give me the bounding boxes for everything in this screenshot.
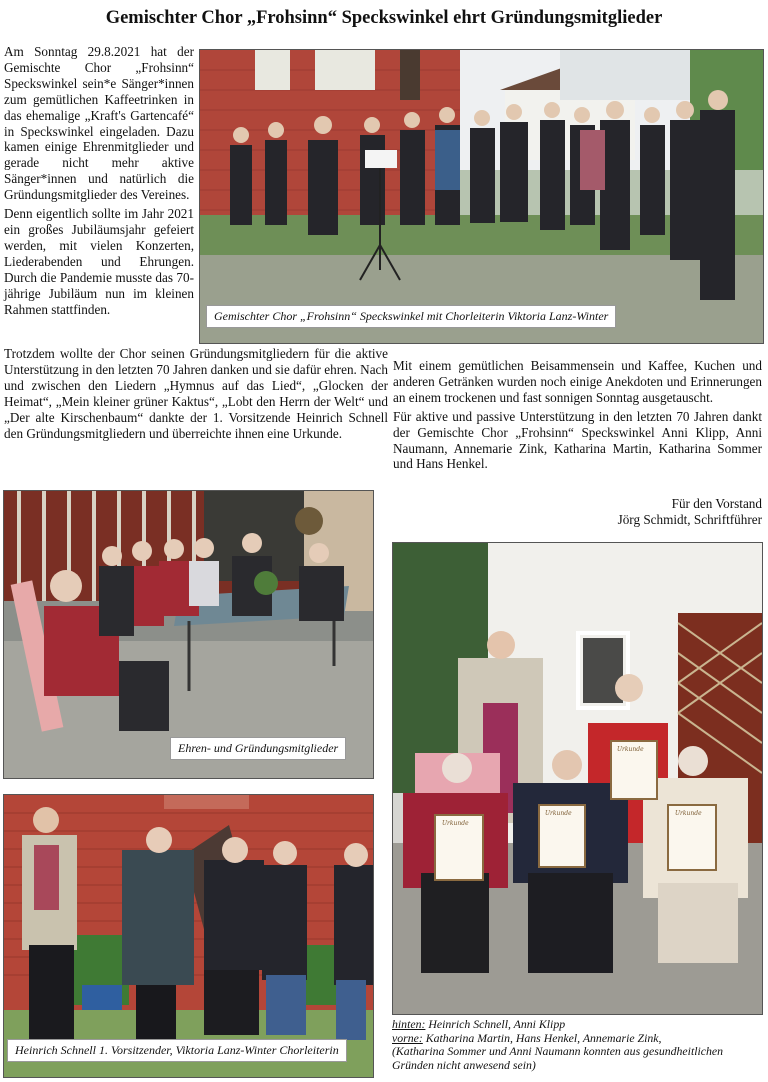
certificate-heading-2: Urkunde — [545, 810, 572, 817]
closing-paragraph-2: Für aktive und passive Unterstützung in den letzten 70 Jahren dankt der Gemischte Chor „Frohsinn“ Speckswinkel Anni Klipp, Anni Naumann, Annemarie Zink, Katharina Martin, Katharina Sommer und Hans Henkel. — [393, 408, 762, 472]
headline: Gemischter Chor „Frohsinn“ Speckswinkel ehrt Gründungsmitglieder — [105, 8, 663, 28]
signature-line-1: Für den Vorstand — [671, 496, 762, 511]
caption-back-label: hinten: — [392, 1017, 426, 1031]
honor-paragraph: Trotzdem wollte der Chor seinen Gründungsmitgliedern für die aktive Unterstützung in den letzten 70 Jahren danken und sie dafür ehren. Nach und zwischen den Liedern „Hymnus auf das Lied“, „Glocken der Heimat“, „Mein kleiner grüner Kaktus“, „Lobt den Herrn der Welt“ und „Der alte Kirschenbaum“ dankte der 1. Vorsitzende Heinrich Schnell den Gründungsmitgliedern und überreichte ihnen eine Urkunde. — [4, 346, 388, 441]
caption-front-names: Katharina Martin, Hans Henkel, Annemarie Zink, — [422, 1030, 662, 1045]
signature — [500, 496, 762, 528]
certificate-heading-3: Urkunde — [675, 810, 702, 817]
choir-photo-image — [200, 50, 763, 343]
certificate-heading-1: Urkunde — [442, 820, 469, 827]
caption-note: (Katharina Sommer und Anni Naumann konnten aus gesundheitlichen Gründen nicht anwesend sein) — [392, 1044, 724, 1072]
members-photo-caption: Ehren- und Gründungsmitglieder — [170, 737, 346, 760]
certificates-photo — [392, 542, 763, 1015]
intro-paragraph-2: Denn eigentlich sollte im Jahr 2021 ein großes Jubiläumsjahr gefeiert werden, mit vielen Konzerten, Liederabenden und Ehrungen. Durch die Pandemie musste das 70-jährige Jubiläum nun im kleinen Rahmen stattfinden. — [4, 206, 194, 317]
leaders-photo-image — [4, 795, 373, 1077]
certificate-heading-4: Urkunde — [617, 746, 644, 753]
caption-back-row — [392, 1018, 764, 1032]
members-photo-image — [4, 491, 373, 778]
closing-paragraph-1: Mit einem gemütlichen Beisammensein und Kaffee, Kuchen und anderen Getränken wurden noch einige Anekdoten und Erinnerungen an einem trockenen und fast sonnigen Sonntag ausgetauscht. — [393, 358, 762, 405]
honor-text — [4, 346, 388, 444]
choir-photo-caption: Gemischter Chor „Frohsinn“ Speckswinkel mit Chorleiterin Viktoria Lanz-Winter — [206, 305, 616, 328]
intro-paragraph-1: Am Sonntag 29.8.2021 hat der Gemischte Chor „Frohsinn“ Speckswinkel sein*e Sänger*innen zum gemütlichen Kaffeetrinken in das ehemalige „Kraft's Gartencafé“ in Speckswinkel eingeladen. Dazu kamen einige Ehrenmitglieder und gerade nicht mehr aktive Sänger*innen und natürlich die Gründungsmitglieder des Vereines. — [4, 44, 194, 203]
choir-photo — [199, 49, 764, 344]
certificates-photo-image — [393, 543, 762, 1014]
caption-front-label: vorne: — [392, 1030, 423, 1045]
signature-line-2: Jörg Schmidt, Schriftführer — [617, 512, 762, 527]
caption-back-names: Heinrich Schnell, Anni Klipp — [425, 1017, 566, 1031]
intro-column — [4, 44, 194, 320]
caption-front-row — [392, 1032, 764, 1046]
closing-column — [393, 358, 762, 475]
members-photo — [3, 490, 374, 779]
certificates-caption — [392, 1018, 764, 1072]
leaders-photo — [3, 794, 374, 1078]
leaders-photo-caption: Heinrich Schnell 1. Vorsitzender, Viktoria Lanz-Winter Chorleiterin — [7, 1039, 347, 1062]
